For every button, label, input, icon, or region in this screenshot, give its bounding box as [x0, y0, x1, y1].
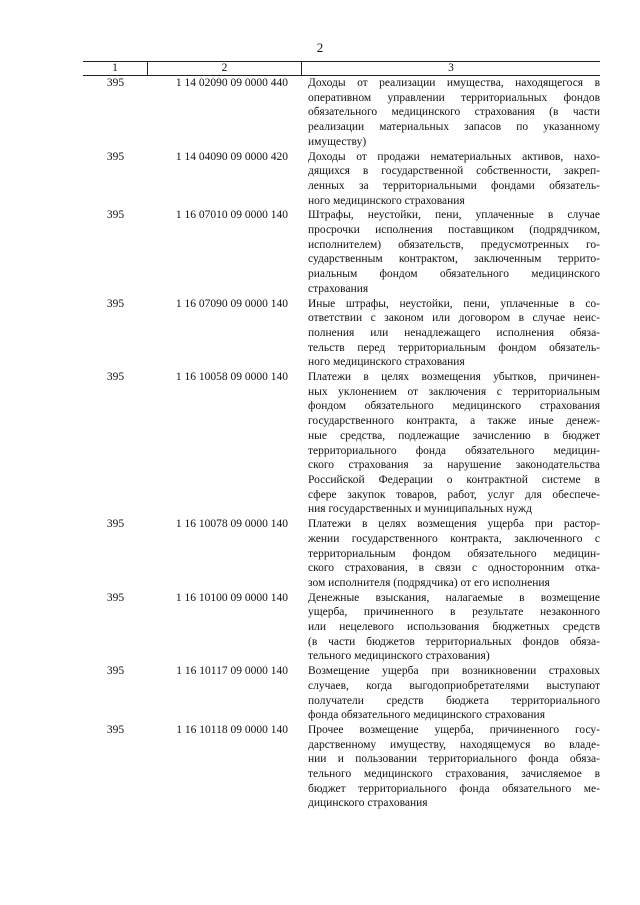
income-description-cell — [302, 723, 600, 811]
income-description-cell — [302, 591, 600, 665]
description-line: исполнителем) обязательств, предусмотренных го- — [308, 238, 600, 251]
header-col-2: 2 — [148, 62, 302, 75]
description-line: тельного медицинского страхования, зачисляемое в — [308, 768, 600, 781]
budget-classification-code-cell: 1 16 10078 09 0000 140 — [175, 518, 288, 531]
income-description-cell — [302, 370, 600, 517]
income-description-cell — [302, 664, 600, 723]
admin-code-cell: 395 — [106, 297, 125, 310]
description-line: или нецелевого использования бюджетных средств — [308, 621, 600, 634]
table-row — [83, 208, 600, 296]
description-line: ответствии с законом или договором в случае неис- — [308, 312, 600, 325]
description-line: ных уклонением от заключения с территориальным — [308, 385, 600, 398]
budget-classification-code-cell: 1 16 10118 09 0000 140 — [176, 723, 288, 736]
description-line: государственного контракта, а также иные денеж- — [308, 415, 600, 428]
description-line: страхования — [308, 282, 369, 295]
table-row — [83, 591, 600, 665]
header-col-1: 1 — [83, 62, 148, 75]
table-row — [83, 76, 600, 150]
description-line: тельного медицинского страхования) — [308, 650, 490, 663]
description-line: фондом обязательного медицинского страхования — [308, 400, 600, 413]
description-line: ного медицинского страхования — [308, 356, 465, 369]
table-row — [83, 664, 600, 723]
description-line: нии и пользовании территориального фонда обяза- — [308, 753, 600, 766]
budget-codes-table — [83, 61, 600, 811]
description-line: (в части бюджетов территориальных фондов обяза- — [308, 635, 600, 648]
description-line: зом исполнителя (подрядчика) от его исполнения — [308, 576, 550, 589]
description-line: ского страхования, в связи с односторонним отка- — [308, 562, 600, 575]
admin-code-cell: 395 — [106, 665, 125, 678]
page-number: 2 — [316, 40, 324, 55]
income-description-cell — [302, 208, 600, 296]
budget-classification-code-cell: 1 16 10058 09 0000 140 — [175, 371, 288, 384]
description-line: ленных за территориальными фондами обязатель- — [308, 179, 600, 192]
income-description-cell — [302, 76, 600, 150]
description-line: территориальным фондом обязательного медицин- — [308, 547, 600, 560]
admin-code-cell: 395 — [106, 591, 125, 604]
table-header — [83, 61, 600, 76]
budget-classification-code-cell: 1 16 07010 09 0000 140 — [175, 209, 288, 222]
admin-code-cell: 395 — [106, 150, 125, 163]
admin-code-cell: 395 — [106, 518, 125, 531]
description-line: Доходы от продажи нематериальных активов, нахо- — [308, 150, 600, 163]
admin-code-cell: 395 — [106, 723, 125, 736]
description-line: тельств перед территориальным фондом обязатель- — [308, 341, 600, 354]
description-line: дящихся в государственной собственности, закреп- — [308, 165, 600, 178]
description-line: территориального фонда обязательного медицин- — [308, 444, 600, 457]
description-line: дарственному имуществу, находящемуся во владе- — [308, 738, 600, 751]
table-row — [83, 297, 600, 371]
table-row — [83, 370, 600, 517]
description-line: Иные штрафы, неустойки, пени, уплаченные в со- — [308, 297, 600, 310]
description-line: бюджет территориального фонда обязательного ме- — [308, 782, 600, 795]
description-line: Российской Федерации о контрактной системе в — [308, 473, 600, 486]
description-line: реализации материальных запасов по указанному — [308, 121, 600, 134]
description-line: сфере закупок товаров, работ, услуг для обеспече- — [308, 488, 600, 501]
table-row — [83, 723, 600, 811]
budget-classification-code-cell: 1 14 02090 09 0000 440 — [175, 77, 288, 89]
budget-classification-code-cell: 1 16 10117 09 0000 140 — [176, 665, 288, 678]
description-line: Возмещение ущерба при возникновении страховых — [308, 665, 600, 678]
description-line: просрочки исполнения поставщиком (подрядчиком, — [308, 224, 600, 237]
description-line: ния государственных и муниципальных нужд — [308, 503, 532, 516]
table-row — [83, 150, 600, 209]
income-description-cell — [302, 297, 600, 371]
description-line: жении государственного контракта, заключенного с — [308, 532, 600, 545]
description-line: фонда обязательного медицинского страхования — [308, 709, 545, 722]
table-row — [83, 517, 600, 591]
admin-code-cell: 395 — [106, 371, 125, 384]
description-line: ного медицинского страхования — [308, 194, 465, 207]
description-line: случаев, когда выгодоприобретателями выступают — [308, 679, 600, 692]
description-line: ского страхования за нарушение законодательства — [308, 459, 600, 472]
description-line: обязательного медицинского страхования (в части — [308, 106, 600, 119]
admin-code-cell: 395 — [106, 209, 125, 222]
description-line: дицинского страхования — [308, 797, 428, 810]
budget-classification-code-cell: 1 14 04090 09 0000 420 — [175, 150, 288, 163]
description-line: имуществу) — [308, 135, 367, 148]
description-line: ные средства, подлежащие зачислению в бюджет — [308, 429, 600, 442]
description-line: Денежные взыскания, налагаемые в возмещение — [308, 591, 600, 604]
income-description-cell — [302, 150, 600, 209]
description-line: полнения или ненадлежащего исполнения обяза- — [308, 326, 600, 339]
description-line: ущерба, причиненного в результате незаконного — [308, 606, 600, 619]
description-line: риальным фондом обязательного медицинского — [308, 268, 600, 281]
header-col-3: 3 — [448, 62, 454, 74]
description-line: Доходы от реализации имущества, находящегося в — [308, 77, 600, 89]
description-line: Платежи в целях возмещения ущерба при растор- — [308, 518, 600, 531]
description-line: Штрафы, неустойки, пени, уплаченные в случае — [308, 209, 600, 222]
admin-code-cell: 395 — [106, 77, 125, 89]
description-line: оперативном управлении территориальных фондов — [308, 91, 600, 104]
description-line: сударственным контрактом, заключенным террито- — [308, 253, 600, 266]
table-body — [83, 76, 600, 811]
budget-classification-code-cell: 1 16 10100 09 0000 140 — [175, 591, 288, 604]
income-description-cell — [302, 517, 600, 591]
description-line: получатели средств бюджета территориального — [308, 694, 600, 707]
description-line: Прочее возмещение ущерба, причиненного госу- — [308, 723, 600, 736]
description-line: Платежи в целях возмещения убытков, причинен- — [308, 371, 600, 384]
budget-classification-code-cell: 1 16 07090 09 0000 140 — [175, 297, 288, 310]
